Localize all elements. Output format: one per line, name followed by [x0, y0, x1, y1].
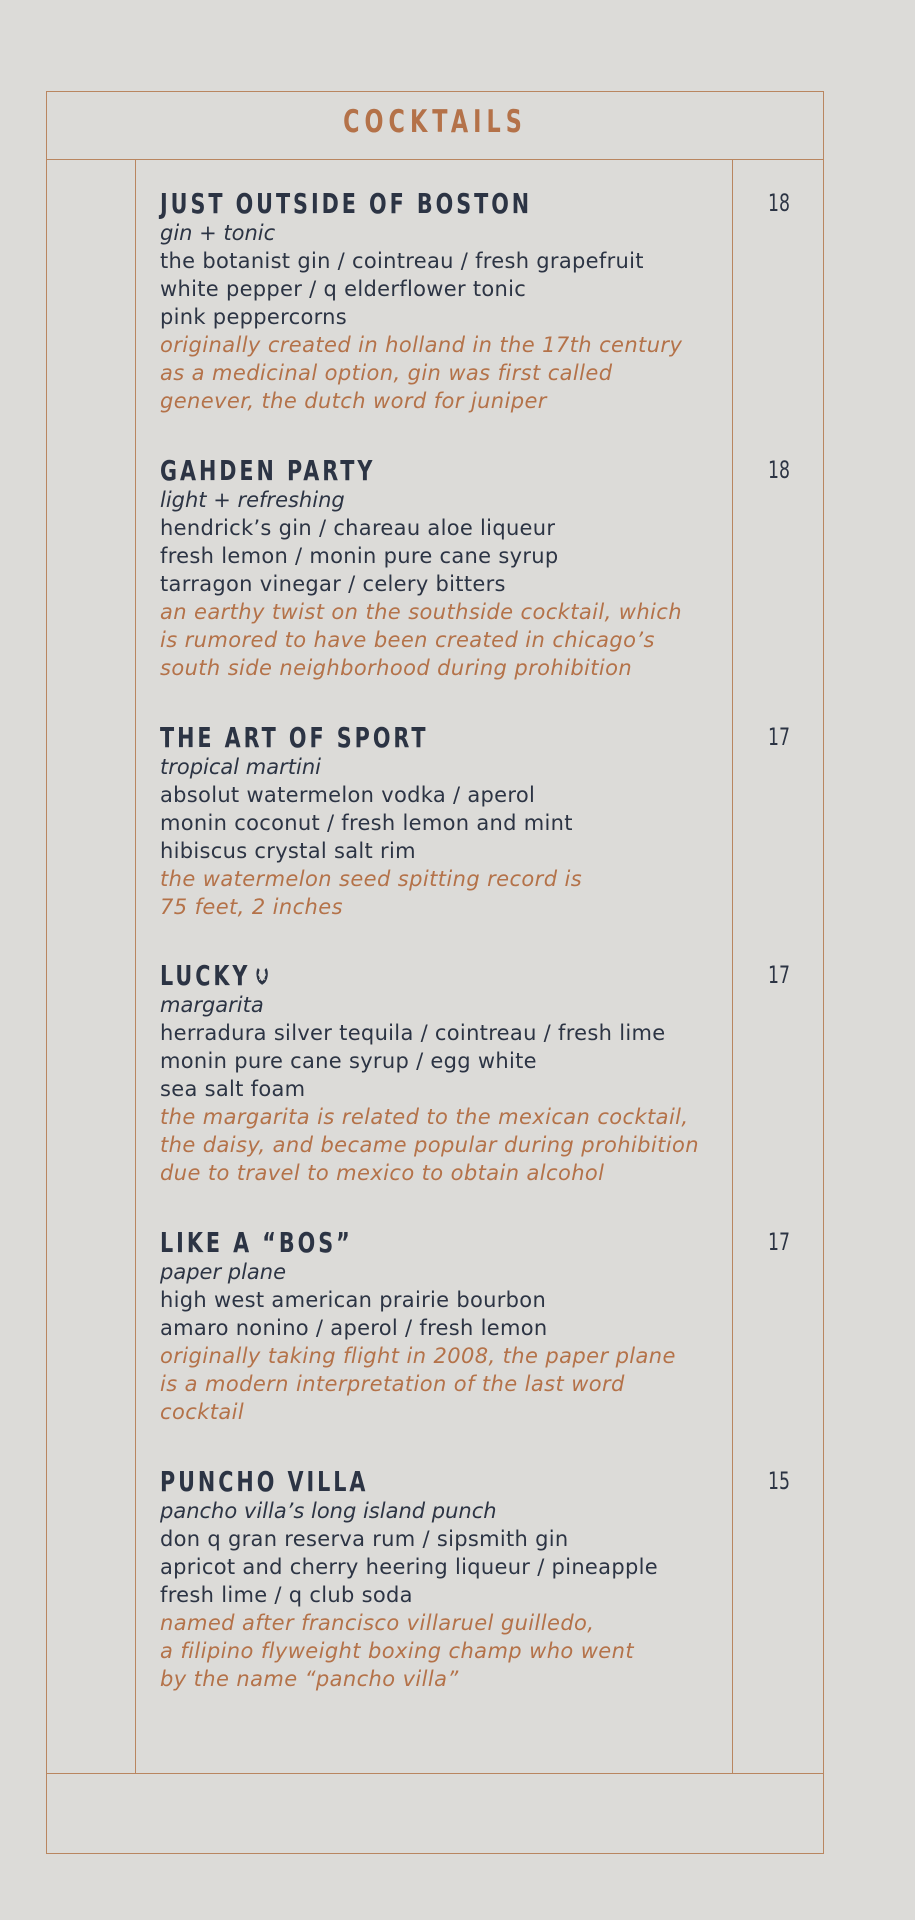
item-description: absolut watermelon vodka / aperol monin coconut / fresh lemon and mint hibiscus crystal salt rim	[160, 783, 573, 863]
item-name: PUNCHO VILLA	[160, 1465, 369, 1498]
header-divider	[46, 159, 824, 160]
item-price: 17	[767, 1228, 790, 1256]
horseshoe-icon	[256, 967, 268, 985]
menu-item-the-art-of-sport	[160, 721, 720, 921]
item-note: the watermelon seed spitting record is 75 feet, 2 inches	[160, 867, 583, 919]
menu-item-puncho-villa	[160, 1465, 720, 1693]
item-note: originally created in holland in the 17th century as a medicinal option, gin was first called genever, the dutch word for juniper	[160, 333, 683, 413]
item-note: named after francisco villaruel guilledo, a filipino flyweight boxing champ who went by the name “pancho villa”	[160, 1611, 634, 1691]
item-subtitle: light + refreshing	[160, 488, 345, 512]
item-note: originally taking flight in 2008, the paper plane is a modern interpretation of the last word cocktail	[160, 1344, 676, 1424]
item-subtitle: pancho villa’s long island punch	[160, 1499, 497, 1523]
item-subtitle: margarita	[160, 993, 264, 1017]
item-subtitle: paper plane	[160, 1260, 287, 1284]
item-name: GAHDEN PARTY	[160, 454, 376, 487]
item-price: 18	[767, 456, 790, 484]
item-name: LUCKY	[160, 959, 574, 993]
item-price: 17	[767, 723, 790, 751]
menu-item-just-outside-of-boston	[160, 187, 720, 415]
item-name: JUST OUTSIDE OF BOSTON	[160, 187, 533, 220]
menu-item-lucky	[160, 959, 720, 1187]
item-price: 17	[767, 961, 790, 989]
price-column-rule	[732, 159, 733, 1773]
item-name: LIKE A “BOS”	[160, 1226, 353, 1259]
item-description: high west american prairie bourbon amaro nonino / aperol / fresh lemon	[160, 1288, 548, 1340]
item-description: the botanist gin / cointreau / fresh grapefruit white pepper / q elderflower tonic pink peppercorns	[160, 249, 644, 329]
item-description: hendrick’s gin / chareau aloe liqueur fresh lemon / monin pure cane syrup tarragon vinegar / celery bitters	[160, 516, 559, 596]
menu-item-like-a-bos	[160, 1226, 720, 1426]
footer-divider	[46, 1773, 824, 1774]
left-column-rule	[135, 159, 136, 1773]
item-subtitle: tropical martini	[160, 755, 321, 779]
menu-item-gahden-party	[160, 454, 720, 682]
item-subtitle: gin + tonic	[160, 221, 276, 245]
item-note: the margarita is related to the mexican cocktail, the daisy, and became popular during prohibition due to travel to mexico to obtain alcohol	[160, 1105, 699, 1185]
menu-title: COCKTAILS	[343, 104, 527, 140]
item-description: don q gran reserva rum / sipsmith gin apricot and cherry heering liqueur / pineapple fresh lime / q club soda	[160, 1527, 658, 1607]
item-price: 15	[767, 1467, 790, 1495]
item-price: 18	[767, 189, 790, 217]
item-description: herradura silver tequila / cointreau / fresh lime monin pure cane syrup / egg white sea salt foam	[160, 1021, 666, 1101]
item-name: THE ART OF SPORT	[160, 721, 429, 754]
item-note: an earthy twist on the southside cocktail, which is rumored to have been created in chicago’s south side neighborhood during prohibition	[160, 600, 682, 680]
